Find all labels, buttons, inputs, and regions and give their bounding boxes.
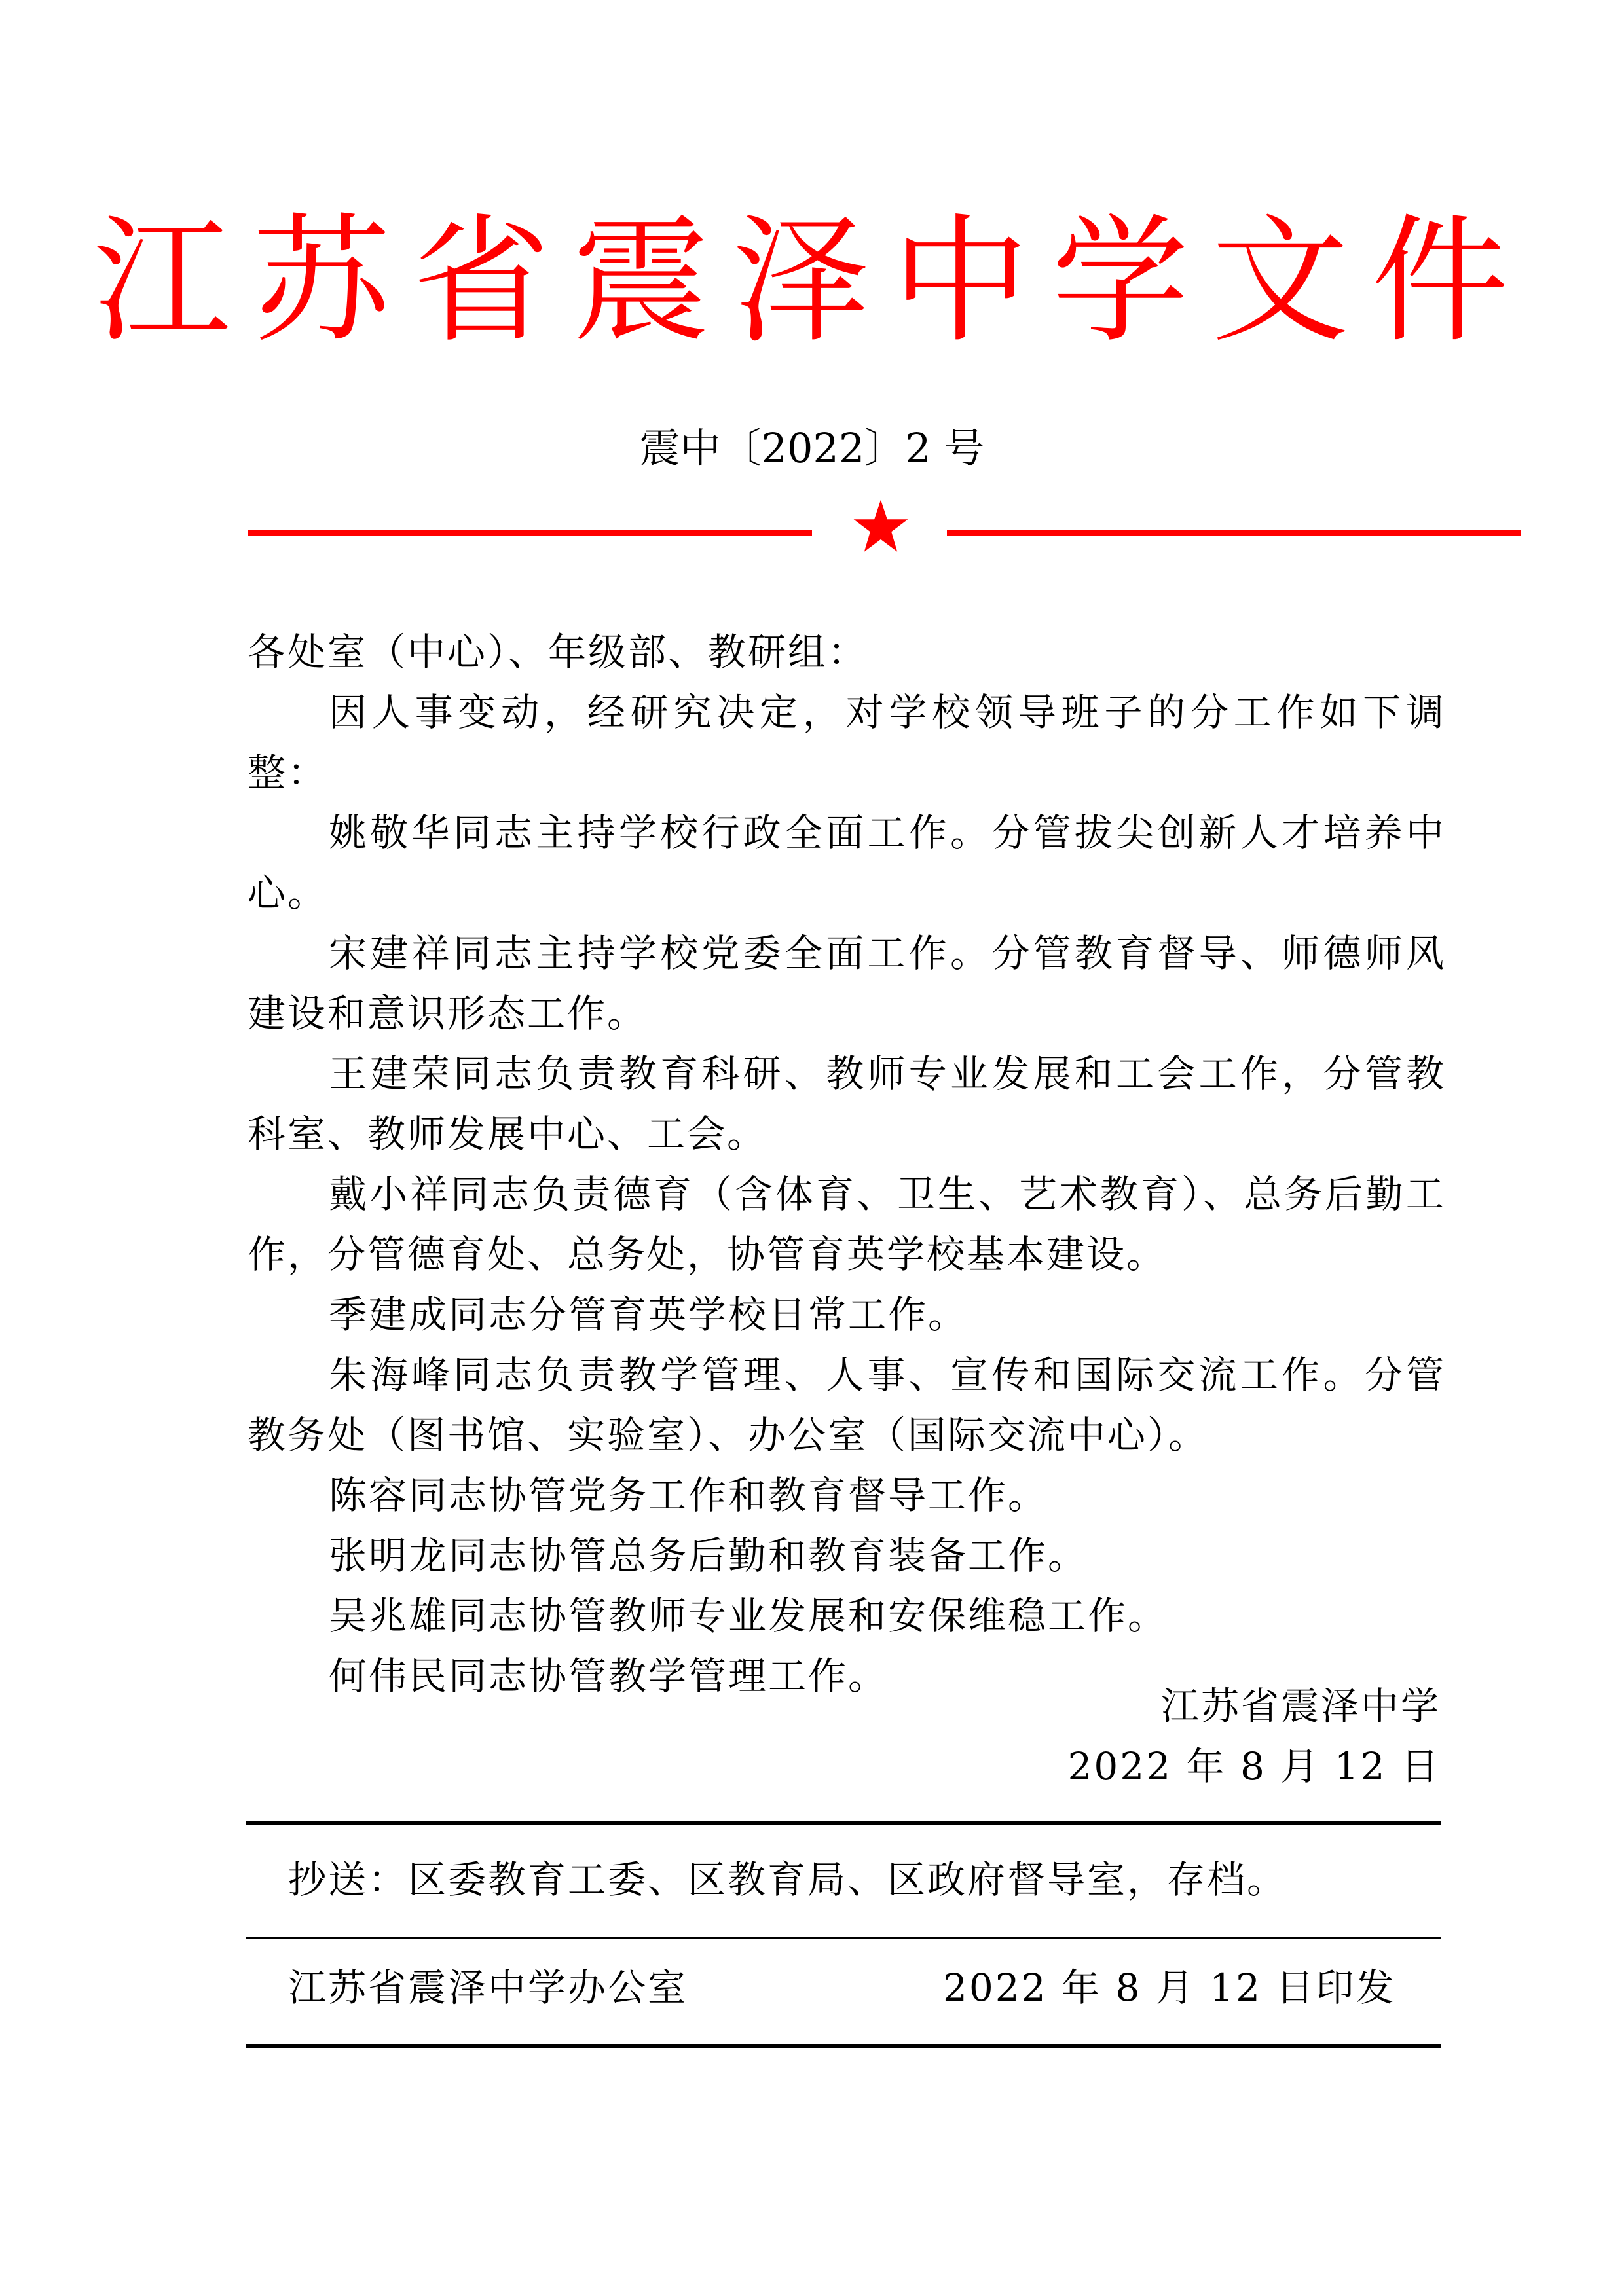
document-body [248, 622, 1446, 1706]
body-paragraph: 王建荣同志负责教育科研、教师专业发展和工会工作，分管教科室、教师发展中心、工会。 [248, 1051, 1446, 1156]
issuer-line [288, 1958, 1395, 2018]
body-paragraph: 朱海峰同志负责教学管理、人事、宣传和国际交流工作。分管教务处（图书馆、实验室）、办公室（国际交流中心）。 [248, 1353, 1446, 1457]
body-paragraph: 姚敬华同志主持学校行政全面工作。分管拔尖创新人才培养中心。 [248, 811, 1446, 915]
red-divider-right [947, 530, 1521, 536]
body-paragraph: 宋建祥同志主持学校党委全面工作。分管教育督导、师德师风建设和意识形态工作。 [248, 931, 1446, 1036]
cc-recipients: 抄送：区委教育工委、区教育局、区政府督导室，存档。 [288, 1857, 1287, 1902]
salutation: 各处室（中心）、年级部、教研组： [248, 630, 868, 674]
body-paragraph: 季建成同志分管育英学校日常工作。 [329, 1292, 969, 1337]
body-paragraph: 何伟民同志协管教学管理工作。 [329, 1654, 889, 1698]
footer-rule-bottom [246, 2044, 1441, 2048]
footer-rule-middle [246, 1937, 1441, 1939]
issuer-office: 江苏省震泽中学办公室 [288, 1965, 688, 2010]
signature-block [1068, 1676, 1441, 1796]
body-paragraph: 吴兆雄同志协管教师专业发展和安保维稳工作。 [329, 1594, 1168, 1638]
issue-date: 2022 年 8 月 12 日印发 [943, 1965, 1396, 2010]
document-number: 震中〔2022〕2 号 [639, 424, 985, 472]
footer-rule-top [246, 1821, 1441, 1825]
body-paragraph: 张明龙同志协管总务后勤和教育装备工作。 [329, 1533, 1088, 1578]
star-icon [851, 498, 910, 556]
red-divider-left [248, 530, 812, 536]
signature-date: 2022 年 8 月 12 日 [1067, 1744, 1441, 1789]
body-paragraph: 陈容同志协管党务工作和教育督导工作。 [329, 1473, 1048, 1518]
signature-organization: 江苏省震泽中学 [1160, 1684, 1441, 1728]
body-paragraph: 戴小祥同志负责德育（含体育、卫生、艺术教育）、总务后勤工作，分管德育处、总务处，协管育英学校基本建设。 [248, 1172, 1446, 1277]
body-paragraph: 因人事变动，经研究决定，对学校领导班子的分工作如下调整： [248, 690, 1446, 795]
document-title: 江苏省震泽中学文件 [92, 201, 1531, 361]
